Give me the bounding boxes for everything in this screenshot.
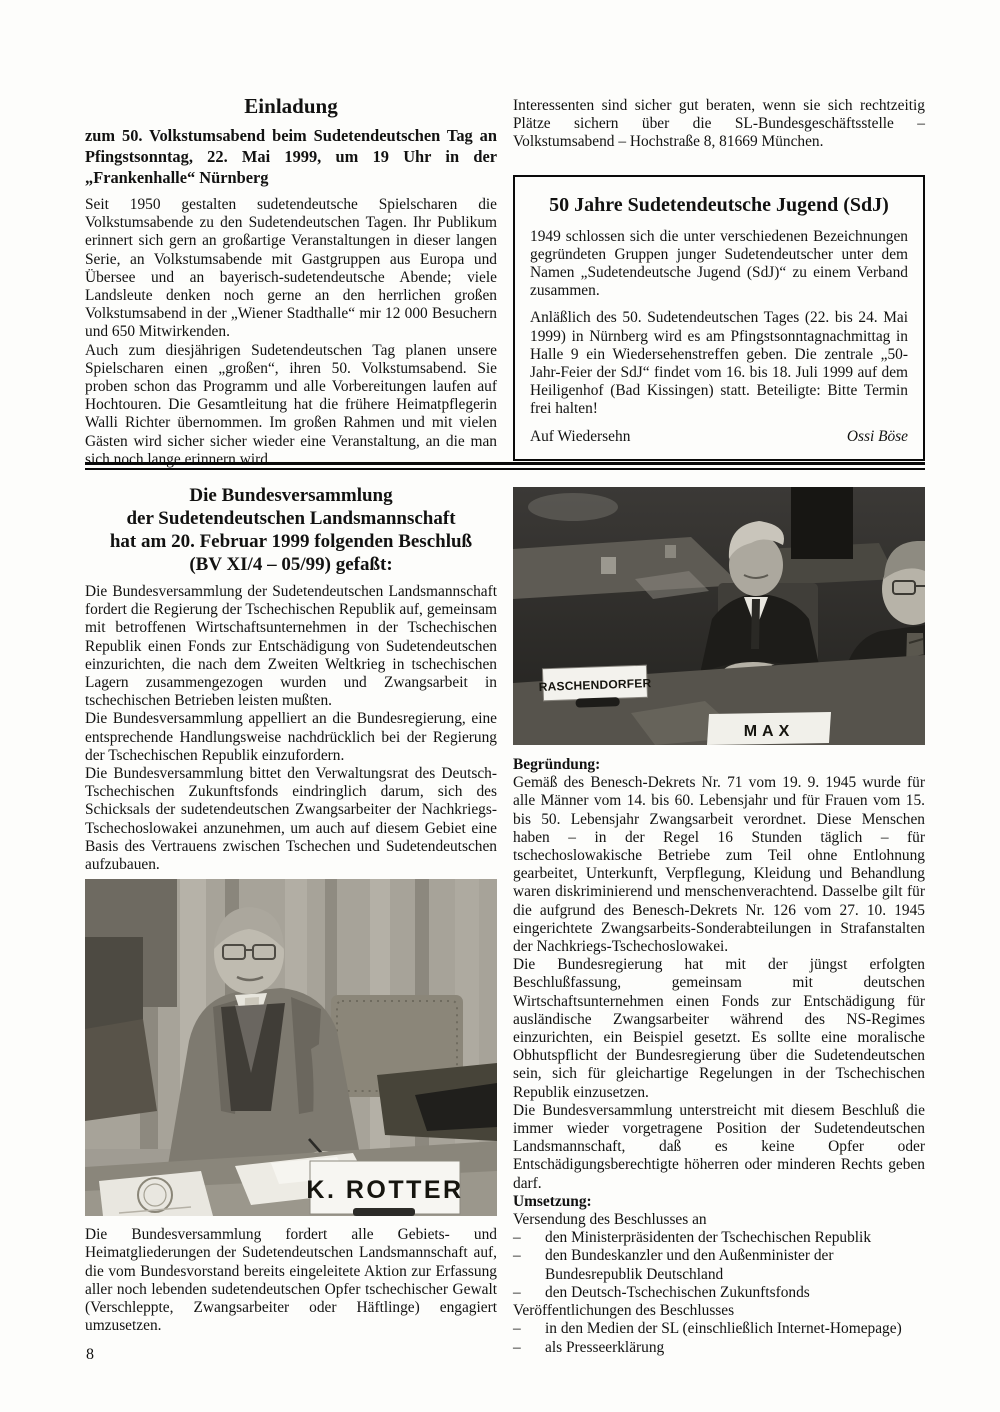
- invitation-paragraph-2: Auch zum diesjährigen Sudetendeutschen Tag planen unsere Spielscharen einen „großen“, ihren 50. Volkstumsabend. Sie proben schon das Programm und alle Vorbereitungen laufen auf Hochtouren. Die Gesamtleitung hat die frühere Heimatpflegerin Walli Richter übernommen. Im großen Rahmen und mit vielen Gästen wird sicher sicher wieder eine Veranstaltung, an die man sich noch lange erinnern wird.: [85, 341, 497, 468]
- nameplate-rotter: [306, 1161, 463, 1216]
- resolution-heading-line-3: hat am 20. Februar 1999 folgenden Beschluß: [109, 531, 473, 552]
- invitation-contact-paragraph: Interessenten sind sicher gut beraten, wenn sie sich rechtzeitig Plätze sichern über die SL-Bundesgeschäftsstelle – Volkstumsabend – Hochstraße 8, 81669 München.: [513, 97, 925, 151]
- dash-bullet: –: [513, 1338, 521, 1356]
- resolution-paragraph-3: Die Bundesversammlung bittet den Verwaltungsrat des Deutsch-Tschechischen Zukunftsfonds eindringlich darum, sich des Schicksals der sudetendeutschen Zwangsarbeiter der Nachkriegs-Tschechoslowakei anzunehmen, um auch auf diesem Gebiet eine Basis des Vertrauens zwischen Tschechen und Sudetendeutschen aufzubauen.: [85, 765, 497, 874]
- list-item-text: den Deutsch-Tschechischen Zukunftsfonds: [545, 1283, 810, 1301]
- list-item: [513, 1247, 925, 1283]
- invitation-continuation: [513, 97, 925, 461]
- dash-bullet: –: [513, 1320, 521, 1338]
- justification-paragraph-1: Gemäß des Benesch-Dekrets Nr. 71 vom 19. 9. 1945 wurde für alle Männer vom 14. bis 60. Lebensjahr und für Frauen vom 15. bis 50. Lebensjahr Zwangsarbeit verordnet. Diese Menschen haben – in der Regel 16 Stunden täglich – für tschechoslowakische Betriebe zum Teil ohne Entlohnung gearbeitet, Unterkunft, Verpflegung, Kleidung und Behandlung waren diskriminierend und menschenverachtend. Dasselbe gilt für die aufgrund des Benesch-Dekrets Nr. 126 vom 27. 10. 1945 eingerichtete Zwangsarbeits-Sonderabteilungen in Strafanstalten der Nachkriegs-Tschechoslowakei.: [513, 774, 925, 956]
- list-item-text: den Ministerpräsidenten der Tschechischen Republik: [545, 1229, 872, 1247]
- sdj-notice-box: [513, 175, 925, 461]
- list-item-text: als Presseerklärung: [545, 1338, 665, 1356]
- implementation-line-1: Versendung des Beschlusses an: [513, 1211, 707, 1229]
- list-item: [513, 1284, 925, 1302]
- sdj-notice-title: 50 Jahre Sudetendeutsche Jugend (SdJ): [549, 193, 889, 216]
- sdj-notice-signoff: [530, 428, 908, 446]
- resolution-heading-line-2: der Sudetendeutschen Landsmannschaft: [126, 508, 456, 529]
- justification-paragraph-2: Die Bundesregierung hat mit der jüngst erfolgten Beschlußfassung, gemeinsam mit deutschen Wirtschaftsunternehmen einen Fonds zur Entschädigung für ausländische Zwangsarbeiter während des NS-Regimes einzurichten, ein Beispiel gesetzt. Es sollte eine moralische Obhutspflicht der Bundesregierung über die Sudetendeutschen sein, sich für gleichartige Regelungen in der Tschechischen Republik einzusetzen.: [513, 956, 925, 1101]
- nameplate-max: [707, 712, 831, 745]
- section-divider-rule: [85, 462, 925, 470]
- photo-raschendorfer-max: [513, 487, 925, 745]
- resolution-closing-paragraph: Die Bundesversammlung fordert alle Gebiets- und Heimatgliederungen der Sudetendeutschen Landsmannschaft auf, die vom Bundesvorstand bereits eingeleitete Aktion zur Erfassung aller noch lebenden sudetendeutschen Opfer tschechischer Gewalt (Verschleppte, Zwangsarbeiter oder Häftlinge) engagiert umzusetzen.: [85, 1226, 497, 1335]
- signoff-farewell: Auf Wiedersehn: [530, 427, 631, 445]
- dash-bullet: –: [513, 1247, 521, 1265]
- invitation-paragraph-1: Seit 1950 gestalten sudetendeutsche Spielscharen die Volkstumsabende zu den Sudetendeutschen Tagen. Ihr Publikum erinnert sich gern an großartige Veranstaltungen in dieser langen Serie, an Volkstumsabende mit Gastgruppen aus Europa und Übersee und an bayerisch-sudetendeutsche Abende; viele Landsleute denken noch gerne an den herrlichen großen Volkstumsabend in der „Wiener Stadthalle“ mir 12 000 Besuchern und 650 Mitwirkenden.: [85, 196, 497, 341]
- sdj-notice-paragraph-1: 1949 schlossen sich die unter verschiedenen Bezeichnungen gegründeten Gruppen junger Sudetendeutscher unter dem Namen „Sudetendeutsche Jugend (SdJ)“ zu einem Verband zusammen.: [530, 227, 908, 300]
- photo-rotter-signing: [85, 879, 497, 1216]
- list-item-text: in den Medien der SL (einschließlich Internet-Homepage): [545, 1320, 902, 1338]
- implementation-line-2: Veröffentlichungen des Beschlusses: [513, 1302, 735, 1320]
- invitation-article: [85, 94, 497, 469]
- justification-article: [513, 487, 925, 1357]
- nameplate-max-text: MAX: [743, 723, 795, 740]
- dash-bullet: –: [513, 1283, 521, 1301]
- signoff-author: Ossi Böse: [846, 427, 908, 445]
- resolution-paragraph-2: Die Bundesversammlung appelliert an die Bundesregierung, eine entsprechende Handlungsweise nachdrücklich bei der Regierung der Tschechischen Republik einzufordern.: [85, 710, 497, 764]
- list-item: [513, 1229, 925, 1247]
- resolution-article: [85, 484, 497, 1335]
- list-item: [513, 1320, 925, 1338]
- list-item: [513, 1339, 925, 1357]
- nameplate-rotter-text: K. ROTTER: [306, 1176, 464, 1205]
- justification-paragraph-3: Die Bundesversammlung unterstreicht mit diesem Beschluß die immer wieder vorgetragene Position der Sudetendeutschen Landsmannschaft, daß es keine Opfer oder Entschädigungsberechtigte höherren oder minderen Rechts geben darf.: [513, 1101, 925, 1192]
- resolution-heading-line-4: (BV XI/4 – 05/99) gefaßt:: [189, 554, 393, 575]
- resolution-heading: [85, 484, 497, 576]
- invitation-title: Einladung: [244, 94, 338, 118]
- implementation-list-1: [513, 1229, 925, 1302]
- nameplate-raschendorfer-text: RASCHENDORFER: [538, 676, 652, 694]
- list-item-text: den Bundeskanzler und den Außenminister der Bundesrepublik Deutschland: [545, 1247, 834, 1283]
- dash-bullet: –: [513, 1229, 521, 1247]
- implementation-heading: Umsetzung:: [513, 1192, 592, 1210]
- page-number: 8: [86, 1346, 94, 1363]
- sdj-notice-paragraph-2: Anläßlich des 50. Sudetendeutschen Tages (22. bis 24. Mai 1999) in Nürnberg wird es am Pfingstsonntagnachmittag in Halle 9 ein Wiedersehenstreffen geben. Die zentrale „50-Jahr-Feier der SdJ“ findet vom 16. bis 18. Juli 1999 auf dem Heiligenhof (Bad Kissingen) statt. Beteiligte: Bitte Termin frei halten!: [530, 309, 908, 418]
- resolution-heading-line-1: Die Bundesversammlung: [189, 485, 393, 506]
- invitation-subtitle: zum 50. Volkstumsabend beim Sudetendeutschen Tag an Pfingstsonntag, 22. Mai 1999, um 19 Uhr in der „Frankenhalle“ Nürnberg: [85, 126, 497, 187]
- justification-heading: Begründung:: [513, 756, 601, 773]
- implementation-list-2: [513, 1320, 925, 1356]
- resolution-paragraph-1: Die Bundesversammlung der Sudetendeutschen Landsmannschaft fordert die Regierung der Tschechischen Republik auf, gemeinsam mit betroffenen Wirtschaftsunternehmen in der Tschechischen Republik einen Fonds zur Entschädigung von Sudetendeutschen einzurichten, die nach dem Zweiten Weltkrieg in tschechischen Lagern zusammengezogen wurden und Zwangsarbeit in tschechischen Betrieben leisten mußten.: [85, 583, 497, 710]
